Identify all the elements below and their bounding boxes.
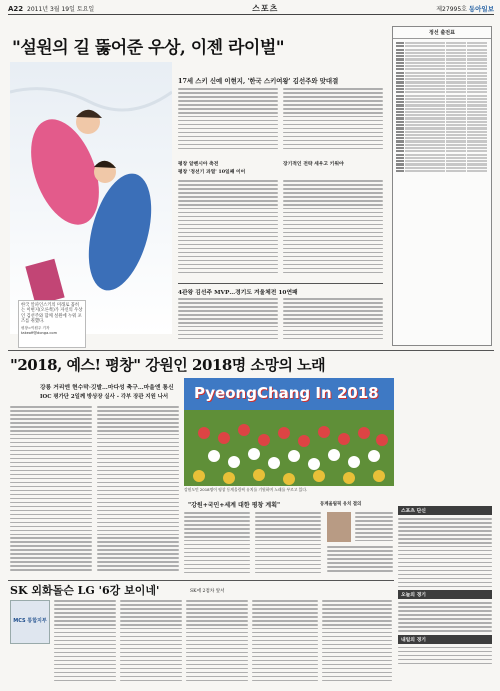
pyeongchang-deck1: 강릉 거리엔 현수막·깃발…마다성 축구…마을엔 통신 (40, 385, 174, 391)
page-number: A22 (8, 5, 24, 13)
sub2: 장기적인 전략 세우고 키워야 (283, 161, 344, 167)
article-body-col1 (178, 88, 278, 154)
article-body-col5 (178, 298, 278, 344)
sk-body-col2 (120, 600, 182, 686)
tv-title: 오늘의 경기 (398, 590, 492, 599)
banner-text: PyeongChang In 2018 (194, 384, 379, 402)
pyeongchang-banner-photo (184, 378, 394, 486)
portrait-photo (327, 512, 351, 542)
article-body-col4 (283, 180, 383, 278)
photo-caption-text: 한국 알파인스키의 미래로 꼽히는 이현지(오른쪽)가 자신의 우상인 김선주와 함께 설원에 누워 포즈를 취했다. (21, 303, 83, 325)
standings-box (392, 26, 492, 346)
pyeongchang-body-col5 (327, 546, 393, 576)
masthead (8, 3, 494, 15)
sub1b: 평창 '정선기 과열' 10일째 이어 (178, 169, 246, 175)
pyeongchang-sub: "강원+국민+세계 대한 평창 계획" (188, 502, 281, 509)
sk-kicker: SK에 2점차 앞서 (190, 589, 225, 594)
sub3: 4관왕 김선주 MVP…경기도 겨울체전 10연패 (178, 290, 298, 296)
sub1: 평창 알펜시아 축전 (178, 161, 219, 167)
banner-caption: 강원도민 2018명이 평창 동계올림픽 유치를 기원하며 노래를 부르고 있다. (184, 487, 308, 492)
tv2-text (398, 644, 492, 665)
tv-text (398, 599, 492, 631)
pyeongchang-sub-small: 동계올림픽 유치 결의 (320, 502, 362, 507)
snow-photo-svg (10, 62, 172, 334)
article-body-col6 (283, 298, 383, 344)
pyeongchang-headline: "2018, 예스! 평창" 강원인 2018명 소망의 노래 (10, 356, 326, 374)
sk-body-col3 (186, 600, 248, 686)
sk-ad-logo (10, 600, 50, 644)
sk-headline: SK 외화돌슨 LG '6강 보이네' (10, 584, 160, 597)
photo-byline: 평창=이원주 기자 takeoff@donga.com (21, 325, 58, 336)
photo-caption (18, 300, 86, 348)
tv2-title: 내일의 경기 (398, 635, 492, 644)
article-body-col3 (178, 180, 278, 278)
pyeongchang-body-col6 (355, 512, 393, 544)
issue-date: 2011년 3월 19일 토요일 (27, 6, 95, 13)
sk-body-col5 (322, 600, 392, 686)
section-name: 스포츠 (252, 4, 279, 13)
pyeongchang-deck2: IOC 평가단 2일께 방상장 실사 - 각부 장관 지원 나서 (40, 394, 169, 400)
rule-sub3 (178, 283, 383, 284)
pyeongchang-body-col2 (97, 406, 179, 576)
top-subhead: 17세 스키 신예 이현지, '한국 스키여왕' 김선주와 맞대결 (178, 77, 339, 85)
sk-body-col4 (252, 600, 318, 686)
section-divider-2 (8, 580, 394, 581)
article-body-col2 (283, 88, 383, 154)
sidebar (398, 506, 492, 684)
pyeongchang-body-col3 (184, 512, 250, 576)
paper-name: 동아일보 (468, 5, 494, 13)
standings-title: 정선 출전표 (393, 27, 491, 39)
standings-grid (393, 39, 491, 176)
snow-photo (10, 62, 172, 334)
top-headline: "설원의 길 뚫어준 우상, 이젠 라이벌" (12, 38, 285, 58)
brief-title: 스포츠 단신 (398, 506, 492, 515)
sk-body-col1 (54, 600, 116, 686)
ad-text: MCS 통합지부 (13, 618, 47, 624)
pyeongchang-body-col4 (255, 512, 321, 576)
brief-text (398, 515, 492, 587)
edition-number: 제27995호 (436, 6, 467, 13)
section-divider (8, 350, 494, 351)
pyeongchang-body-col1 (10, 406, 92, 576)
